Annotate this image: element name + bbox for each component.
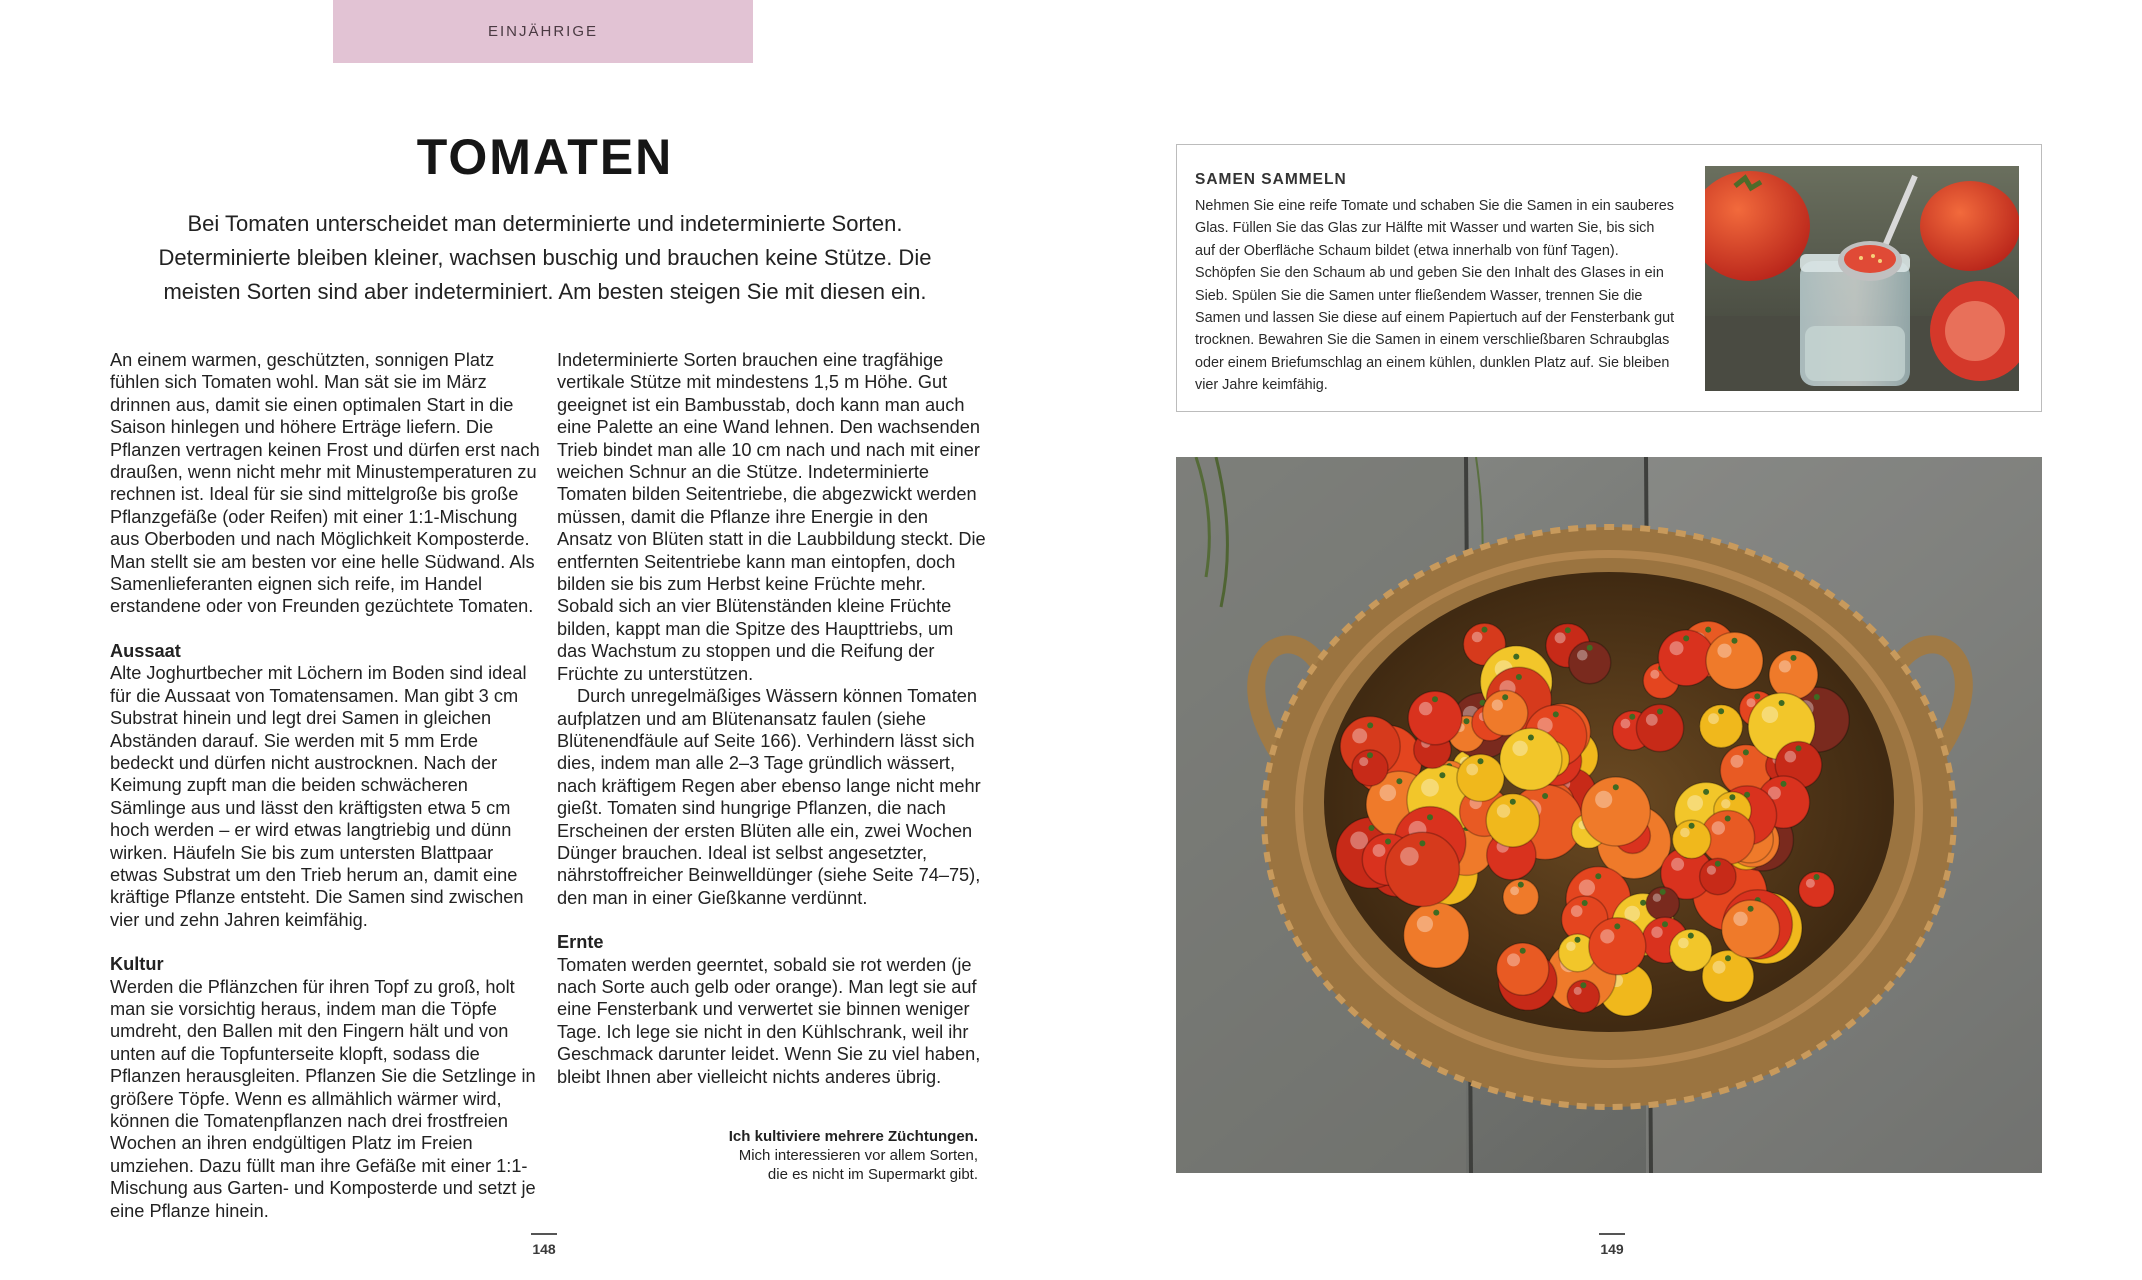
tomato-highlight (1492, 700, 1503, 711)
tomato-stem (1553, 711, 1559, 717)
tomato-highlight (1555, 632, 1566, 643)
tomato-highlight (1707, 866, 1716, 875)
tomato-highlight (1466, 764, 1478, 776)
tomato-stem (1419, 840, 1425, 846)
tomato-stem (1513, 654, 1519, 660)
tomato-stem (1715, 861, 1721, 867)
tomato-stem (1478, 758, 1484, 764)
tomato-highlight (1352, 728, 1367, 743)
tomato-stem (1781, 781, 1787, 787)
tomato-highlight (1653, 894, 1661, 902)
tomato-stem (1725, 955, 1731, 961)
tomato-stem (1516, 674, 1522, 680)
tomato-highlight (1785, 751, 1797, 763)
tomato-stem (1629, 714, 1635, 720)
caption-line: die es nicht im Supermarkt gibt. (767, 1166, 978, 1183)
tomato-stem (1432, 696, 1438, 702)
tomato-highlight (1472, 632, 1483, 643)
tomato-highlight (1717, 644, 1731, 658)
section-tab (333, 0, 753, 63)
tomato-highlight (1762, 706, 1779, 723)
tomato-highlight (1651, 927, 1662, 938)
tomato-stem (1703, 789, 1709, 795)
tomato-stem (1814, 874, 1820, 880)
tomato-highlight (1670, 641, 1684, 655)
tomato-stem (1660, 889, 1666, 895)
tomato-stem (1565, 627, 1571, 633)
tomato-stem (1575, 937, 1581, 943)
tomato-stem (1640, 900, 1646, 906)
tomato-highlight (1577, 650, 1588, 661)
tomato-stem (1367, 722, 1373, 728)
tomato-highlight (1733, 912, 1747, 926)
tomato-stem (1502, 694, 1508, 700)
page-number-text: 148 (532, 1241, 556, 1257)
author-caption (660, 1127, 978, 1184)
body-paragraph: An einem warmen, geschützten, sonnigen Platz fühlen sich Tomaten wohl. Man sät sie im März drinnen aus, damit sie einen optimalen Start in die Saison hinlegen und höhere Erträge liefern. Die Pflanzen vertragen keinen Frost und dürfen erst nach draußen, wenn nicht mehr mit Minustemperaturen zu rechnen ist. Ideal für sie sind mittelgroße bis große Pflanzgefäße (oder Reifen) mit einer 1:1-Mischung aus Oberboden und nach Möglichkeit Komposterde. Man stellt sie am besten vor eine helle Südwand. Als Samenlieferanten eignen sich reife, im Handel erstandene oder von Freunden gezüchtete Tomaten. (110, 350, 540, 617)
tomato-highlight (1721, 799, 1730, 808)
tomato-stem (1510, 799, 1516, 805)
tomato-basket-illustration (1176, 457, 2042, 1173)
tomato-stem (1705, 627, 1711, 633)
tomato-stem (1748, 906, 1754, 912)
tomato-stem (1433, 910, 1439, 916)
tomato-stem (1796, 745, 1802, 751)
tomato-stem (1662, 921, 1668, 927)
tomato-stem (1743, 749, 1749, 755)
tomato-highlight (1419, 702, 1432, 715)
page-number-right (1582, 1233, 1642, 1257)
tomato-stem (1482, 627, 1488, 633)
tomato-highlight (1497, 804, 1510, 817)
tomato-highlight (1400, 847, 1419, 866)
tomato-stem (1779, 700, 1785, 706)
subheading-kultur: Kultur (110, 954, 164, 975)
text-column-right (557, 349, 987, 1088)
tomato-highlight (1712, 821, 1725, 834)
tomato-highlight (1708, 713, 1719, 724)
body-paragraph: Tomaten werden geerntet, sobald sie rot werden (je nach Sorte auch gelb oder orange). Man legt sie auf eine Fensterbank und verwertet sie binnen weniger Tage. Ich lege sie nicht in den Kühlschrank, weil ihr Geschmack darunter leidet. Wenn Sie zu viel haben, bleibt Ihnen aber vielleicht nichts anderes übrig. (557, 954, 981, 1087)
caption-line: Mich interessieren vor allem Sorten, (738, 1147, 978, 1164)
tomato-stem (1683, 635, 1689, 641)
seed-collecting-box (1176, 144, 2042, 412)
seed-jar-illustration (1705, 166, 2019, 391)
page-title: TOMATEN (416, 129, 674, 185)
tomato-highlight (1417, 916, 1433, 932)
tomato-stem (1542, 793, 1548, 799)
tomato-highlight (1421, 779, 1439, 797)
tomato-stem (1528, 735, 1534, 741)
tomato-stem (1725, 816, 1731, 822)
intro-paragraph: Bei Tomaten unterscheidet man determinierte und indeterminierte Sorten. Determinierte bleiben kleiner, wachsen buschig und brauchen keine Stütze. Die meisten Sorten sind aber indeterminiert. Am besten steigen Sie mit diesen ein. (158, 211, 932, 304)
tomato-stem (1688, 933, 1694, 939)
tomato-stem (1754, 693, 1760, 699)
body-paragraph: Indeterminierte Sorten brauchen eine tragfähige vertikale Stütze mit mindestens 1,5 m Höhe. Gut geeignet ist ein Bambusstab, doch kann man auch eine Palette an eine Wand lehnen. Den wachsenden Trieb bindet man alle 10 cm nach und nach mit einer weichen Schnur an die Stütze. Indeterminierte Tomaten bilden Seitentriebe, die abgezwickt werden müssen, damit die Pflanze ihre Energie in den Ansatz von Blüten statt in die Laubbildung steckt. Die entfernten Seitentriebe kann man eintopfen, doch bilden sie bis zum Herbst keine Früchte mehr. Sobald sich an vier Blütenständen kleine Früchte bilden, kappt man die Spitze des Haupttriebs, um das Wachstum zu stoppen und die Reifung der Früchte zu unterstützen. (557, 350, 986, 684)
body-paragraph: Werden die Pflänzchen für ihren Topf zu groß, holt man sie vorsichtig heraus, indem man die Töpfe umdreht, den Ballen mit den Fingern hält und von unten auf die Topfunterseite klopft, sodass die Pflanzen herausgleiten. Pflanzen Sie die Setzlinge in größere Töpfe. Wenn es allmählich wärmer wird, können die Tomatenpflanzen nach drei frostfreien Wochen an ihren endgültigen Platz im Freien umziehen. Dazu füllt man ihre Gefäße mit einer 1:1-Mischung aus Garten- und Komposterde und setzt je eine Pflanze hinein. (110, 976, 536, 1221)
tomato-stem (1613, 784, 1619, 790)
tomato-basket-photo (1176, 457, 2042, 1173)
tomato-stem (1814, 694, 1820, 700)
tomato-stem (1732, 638, 1738, 644)
tomato-stem (1520, 948, 1526, 954)
tomato-highlight (1779, 660, 1791, 672)
tomato-stem (1614, 923, 1620, 929)
tomato-stem (1518, 882, 1524, 888)
tomato-highlight (1713, 961, 1726, 974)
tomato-highlight (1512, 741, 1527, 756)
page-number-text: 149 (1600, 1241, 1624, 1257)
tomato-stem (1587, 645, 1593, 651)
tomato-highlight (1678, 938, 1689, 949)
page-number-rule (1599, 1233, 1625, 1235)
tomato-stem (1580, 982, 1586, 988)
tomato-highlight (1571, 905, 1583, 917)
tomato-stem (1718, 708, 1724, 714)
page-number-left (514, 1233, 574, 1257)
subheading-ernte: Ernte (557, 932, 604, 953)
tomato-stem (1367, 752, 1373, 758)
tomato-highlight (1373, 844, 1386, 857)
tomato-stem (1464, 718, 1470, 724)
tomato-highlight (1359, 757, 1368, 766)
section-label: EINJÄHRIGE (487, 23, 598, 40)
tomato-highlight (1731, 755, 1744, 768)
tomato-stem (1385, 839, 1391, 845)
tomato-highlight (1579, 880, 1595, 896)
tomato-stem (1657, 709, 1663, 715)
tomato-stem (1427, 814, 1433, 820)
text-column-left (110, 349, 540, 1222)
box-title: SAMEN SAMMELN (1195, 171, 1347, 188)
tomato-highlight (1747, 698, 1756, 707)
tomato-highlight (1380, 785, 1397, 802)
box-text: Nehmen Sie eine reife Tomate und schaben Sie die Samen in ein sauberes Glas. Füllen Sie das Glas zur Hälfte mit Wasser und warten Sie, bis sich auf der Oberfläche Schaum bildet (etwa innerhalb von fünf Tagen). Schöpfen Sie den Schaum ab und geben Sie den Inhalt des Glases in ein Sieb. Spülen Sie die Samen unter fließendem Wasser, trennen Sie die Samen und lassen Sie diese auf einem Papiertuch auf der Fensterbank gut trocknen. Bewahren Sie die Samen in einem verschließbaren Schraubglas oder einem Briefumschlag an einem kühlen, dunklen Platz auf. Sie bleiben vier Jahre keimfähig. (1195, 198, 1675, 394)
tomato-highlight (1621, 719, 1631, 729)
seed-jar-photo (1705, 166, 2019, 391)
subheading-aussaat: Aussaat (110, 640, 181, 661)
tomato-stem (1595, 873, 1601, 879)
tomato-stem (1791, 655, 1797, 661)
tomato-stem (1729, 794, 1735, 800)
tomato-highlight (1671, 858, 1684, 871)
tomato-highlight (1806, 879, 1815, 888)
tomato-highlight (1687, 795, 1703, 811)
tomato-highlight (1566, 942, 1575, 951)
tomato-highlight (1507, 953, 1520, 966)
tomato-highlight (1650, 670, 1659, 679)
body-paragraph: Alte Joghurtbecher mit Löchern im Boden sind ideal für die Aussaat von Tomatensamen. Man gibt 3 cm Substrat hinein und legt drei Samen in gleichen Abständen darauf. Sie werden mit 5 mm Erde bedeckt und dürfen nicht austrocknen. Nach der Keimung zupft man die beiden schwächeren Sämlinge aus und lässt den kräftigsten etwa 5 cm hoch werden – er wird etwas langtriebig und dünn wirken. Häufeln Sie bis zum untersten Blattpaar etwas Substrat um den Trieb herum an, damit eine kräftige Pflanze entsteht. Die Samen sind zwischen vier und zehn Jahren keimfähig. (110, 663, 527, 930)
tomato-stem (1439, 772, 1445, 778)
tomato-highlight (1600, 929, 1614, 943)
tomato-highlight (1595, 791, 1612, 808)
tomato-stem (1582, 900, 1588, 906)
caption-line-bold: Ich kultiviere mehrere Züchtungen. (728, 1128, 978, 1145)
tomato-stem (1396, 778, 1402, 784)
body-paragraph: Durch unregelmäßiges Wässern können Tomaten aufplatzen und am Blütenansatz faulen (siehe Blütenendfäule auf Seite 166). Verhindern lässt sich dies, indem man alle 2–3 Tage gründlich wässert, nach kräftigem Regen aber ebenso lange nicht mehr gießt. Tomaten sind hungrige Pflanzen, die nach Erscheinen der ersten Blüten alle ein, zwei Wochen Dünger brauchen. Ideal ist selbst angesetzter, nährstoffreicher Beinwelldünger (siehe Seite 74–75), den man in einer Gießkanne verdünnt. (557, 686, 981, 908)
tomato-highlight (1646, 714, 1658, 726)
tomato-stem (1689, 823, 1695, 829)
tomato-highlight (1574, 987, 1582, 995)
page-number-rule (531, 1233, 557, 1235)
tomato-highlight (1680, 828, 1690, 838)
tomato-highlight (1510, 886, 1519, 895)
